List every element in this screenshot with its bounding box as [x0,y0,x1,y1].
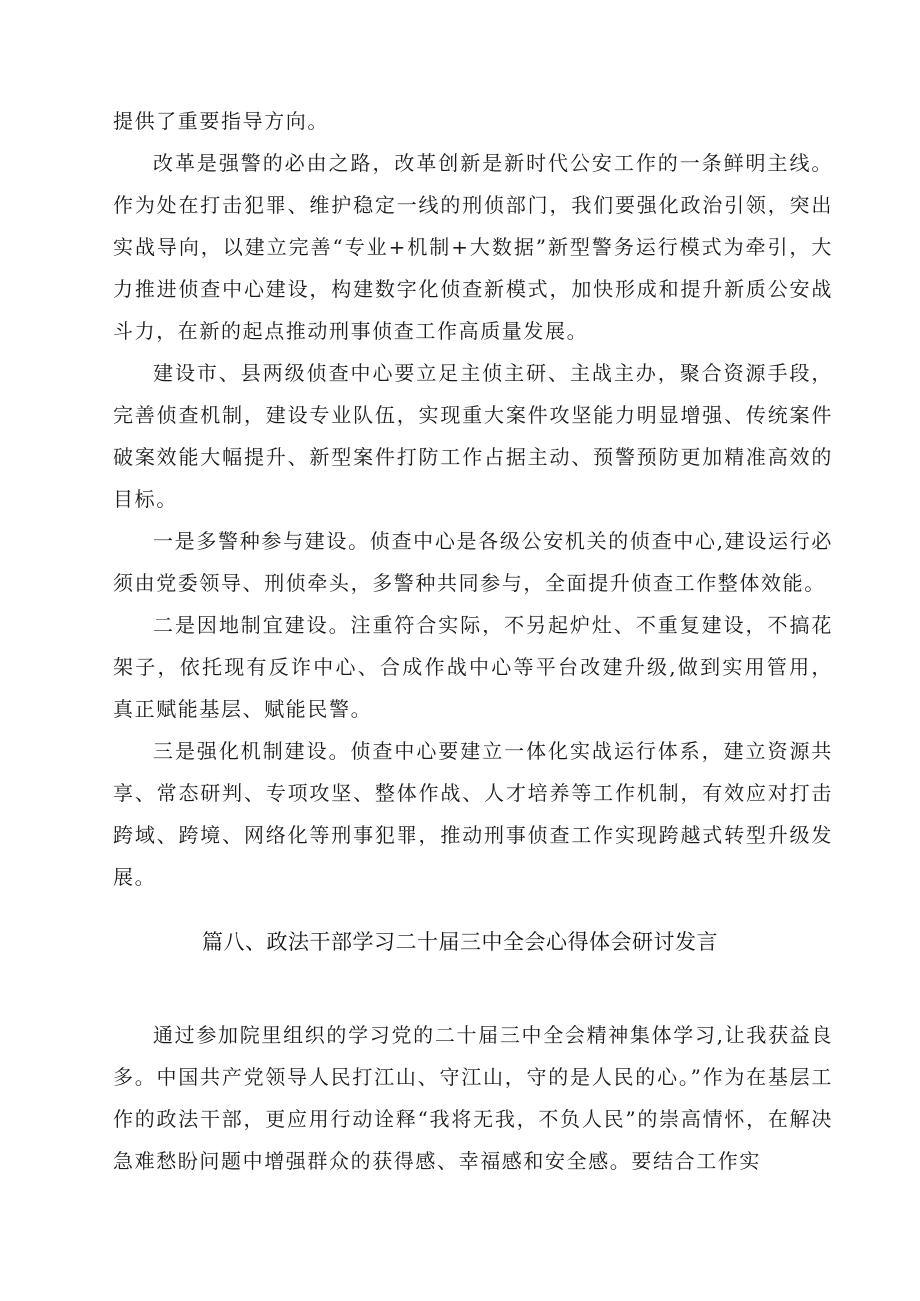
paragraph-5: 二是因地制宜建设。注重符合实际，不另起炉灶、不重复建设，不搞花架子，依托现有反诈中心、合成作战中心等平台改建升级,做到实用管用，真正赋能基层、赋能民警。 [113,613,833,721]
paragraph-3: 建设市、县两级侦查中心要立足主侦主研、主战主办，聚合资源手段，完善侦查机制，建设专业队伍，实现重大案件攻坚能力明显增强、传统案件破案效能大幅提升、新型案件打防工作占据主动、预警预防更加精准高效的目标。 [113,361,833,511]
paragraph-2: 改革是强警的必由之路，改革创新是新时代公安工作的一条鲜明主线。作为处在打击犯罪、维护稳定一线的刑侦部门，我们要强化政治引领，突出实战导向，以建立完善“专业+机制+大数据”新型警务运行模式为牵引，大力推进侦查中心建设，构建数字化侦查新模式，加快形成和提升新质公安战斗力，在新的起点推动刑事侦查工作高质量发展。 [113,151,833,343]
paragraph-4: 一是多警种参与建设。侦查中心是各级公安机关的侦查中心,建设运行必须由党委领导、刑侦牵头，多警种共同参与，全面提升侦查工作整体效能。 [113,529,833,595]
paragraph-1: 提供了重要指导方向。 [113,109,329,133]
body-text-lower [113,1014,833,1182]
section-heading: 篇八、政法干部学习二十届三中全会心得体会研讨发言 [202,930,718,954]
paragraph-7: 通过参加院里组织的学习党的二十届三中全会精神集体学习,让我获益良多。中国共产党领导人民打江山、守江山，守的是人民的心。”作为在基层工作的政法干部，更应用行动诠释“我将无我，不负人民”的崇高情怀，在解决急难愁盼问题中增强群众的获得感、幸福感和安全感。要结合工作实 [113,1023,833,1173]
paragraph-6: 三是强化机制建设。侦查中心要建立一体化实战运行体系，建立资源共享、常态研判、专项攻坚、整体作战、人才培养等工作机制，有效应对打击跨域、跨境、网络化等刑事犯罪，推动刑事侦查工作实现跨越式转型升级发展。 [113,739,833,889]
body-text-upper [113,100,833,898]
